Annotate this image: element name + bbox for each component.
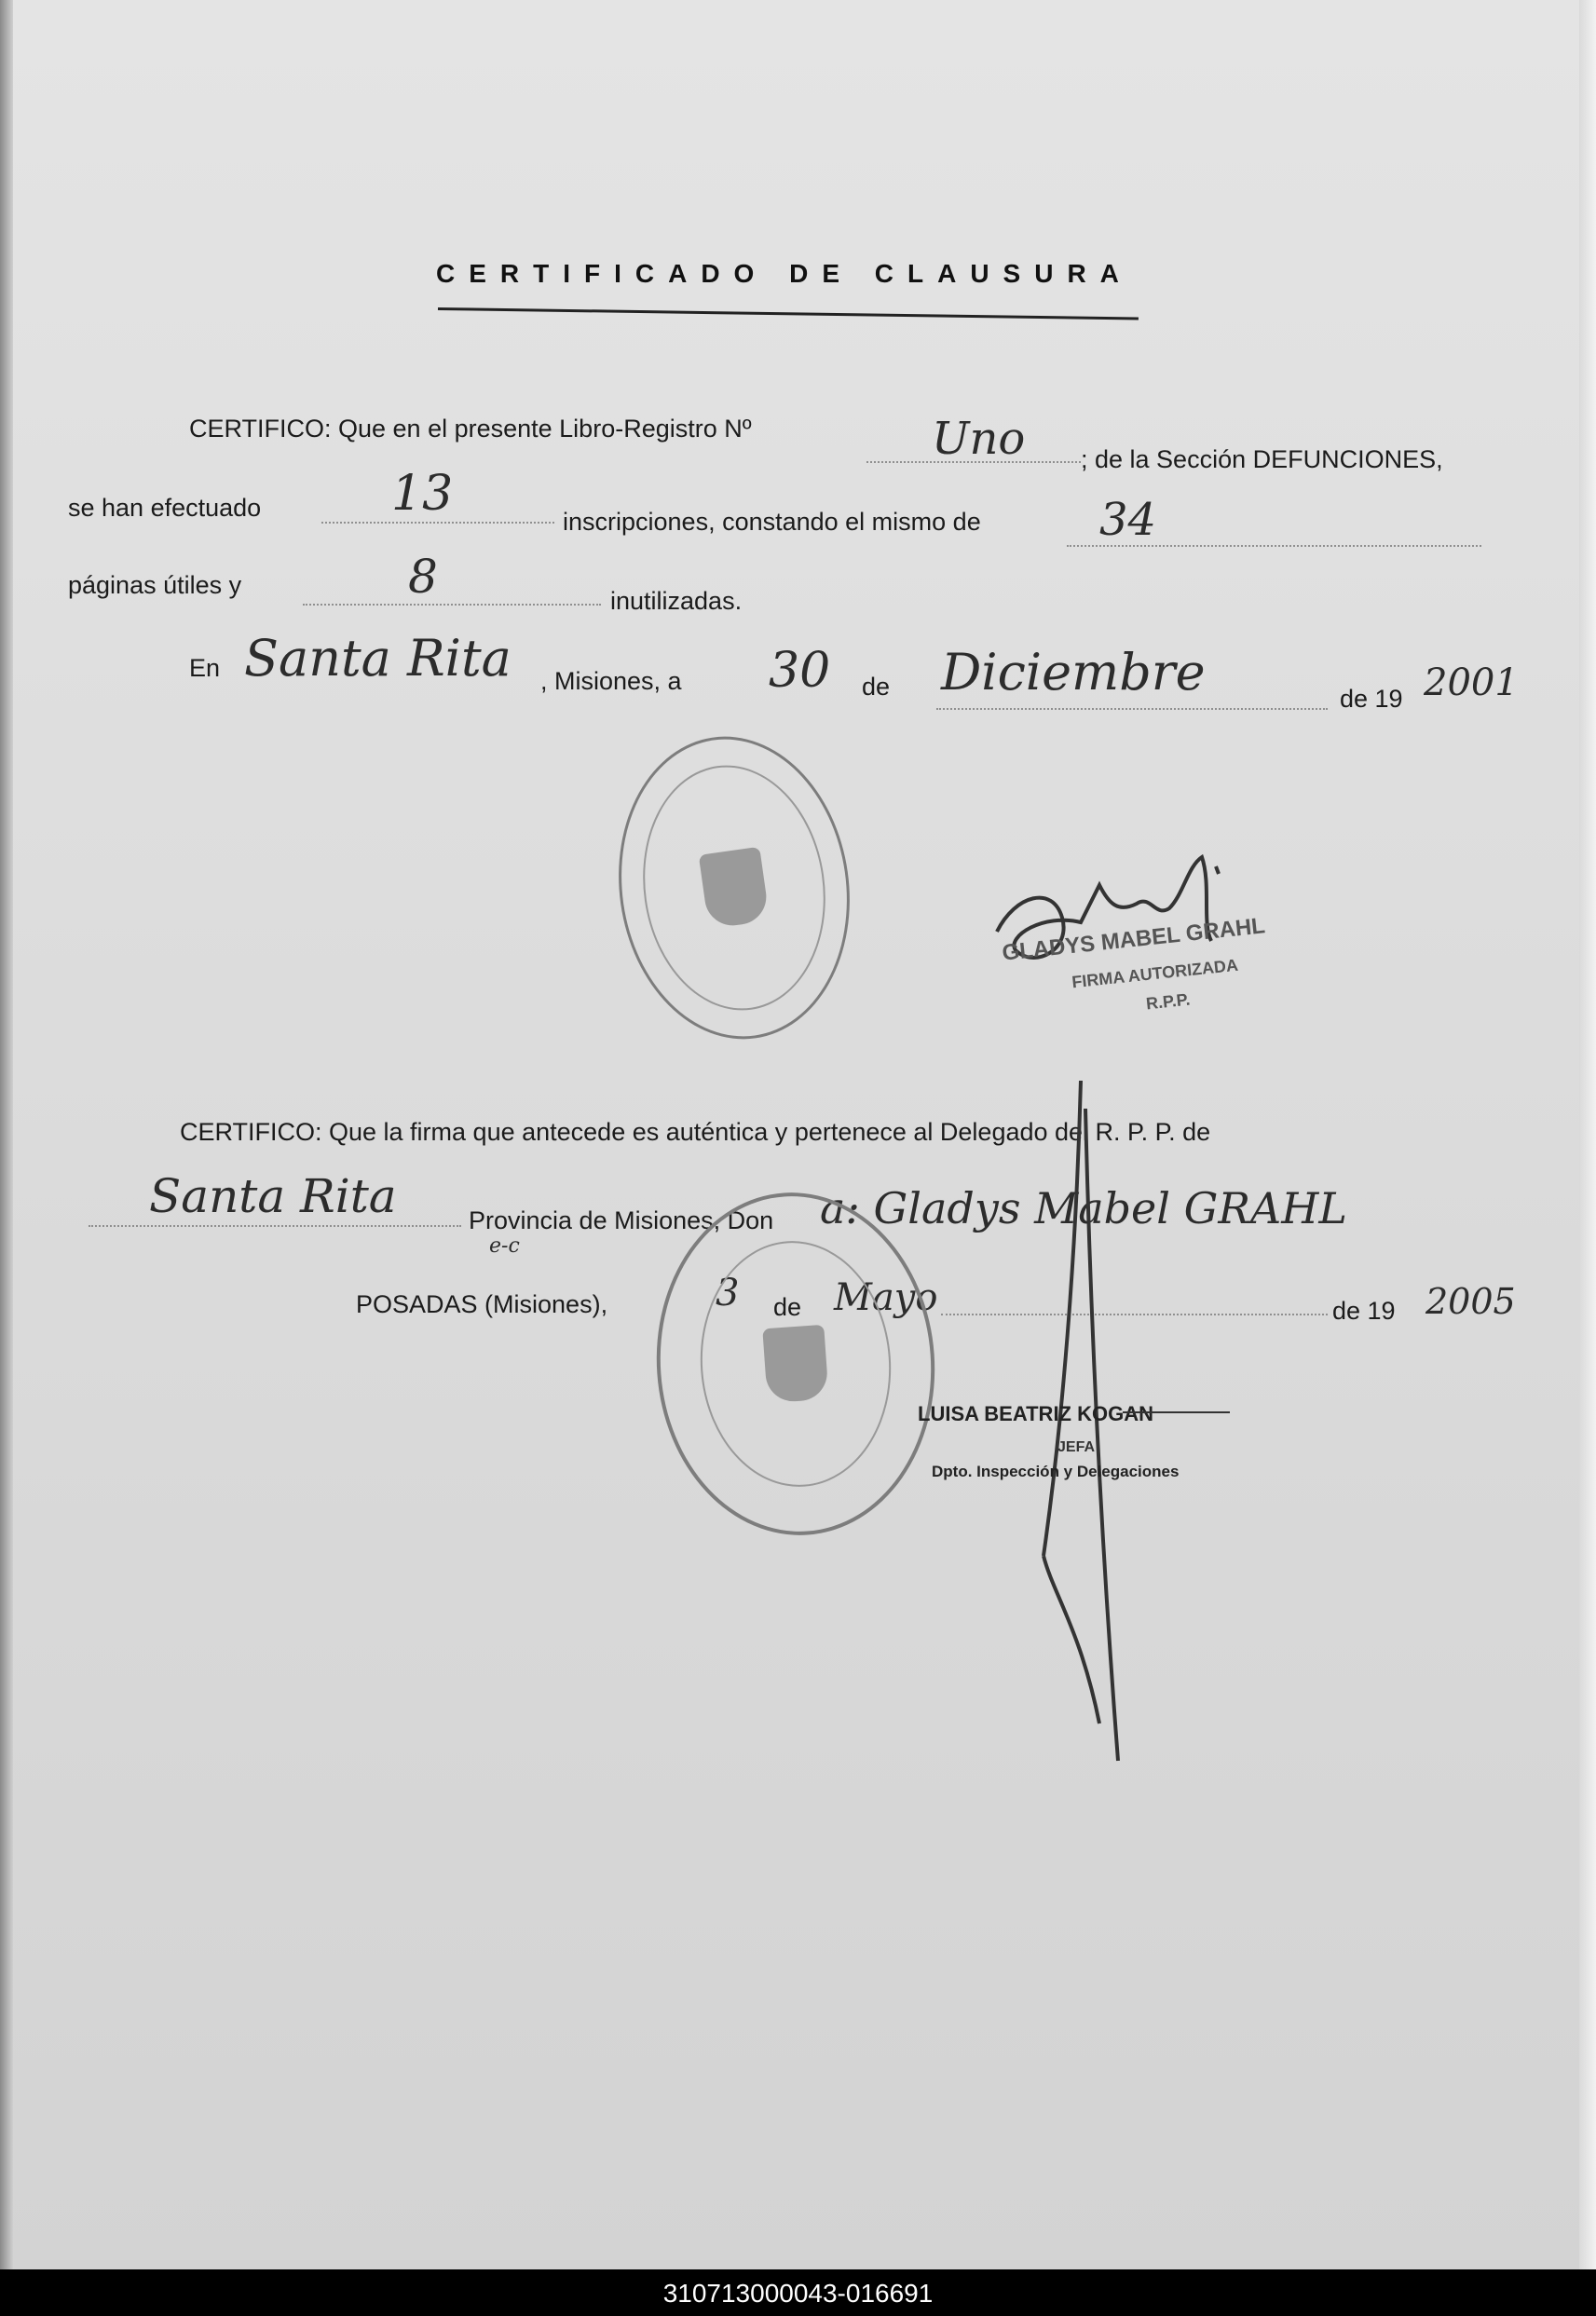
cert1-line1-text-a: CERTIFICO: Que en el presente Libro-Registro Nº bbox=[189, 415, 752, 443]
page-left-edge bbox=[0, 0, 13, 2269]
coat-of-arms-icon bbox=[699, 847, 770, 929]
cert1-line4-text-d: de 19 bbox=[1340, 685, 1403, 713]
official-unit-stamp: Dpto. Inspección y Delegaciones bbox=[932, 1463, 1180, 1480]
cert1-line4-text-b: , Misiones, a bbox=[540, 667, 682, 695]
registry-seal bbox=[600, 721, 869, 1054]
handwritten-year-2: 2005 bbox=[1425, 1281, 1516, 1322]
cert1-line2-text-b: inscripciones, constando el mismo de bbox=[563, 508, 981, 536]
handwritten-month: Diciembre bbox=[941, 643, 1206, 702]
handwritten-book-number: Uno bbox=[932, 413, 1026, 465]
handwritten-entries-count: 13 bbox=[391, 466, 454, 522]
page-right-edge bbox=[1579, 0, 1596, 2269]
handwritten-place-2: Santa Rita bbox=[149, 1169, 397, 1223]
blank-line bbox=[89, 1225, 461, 1227]
handwritten-note: e-c bbox=[489, 1234, 520, 1258]
cert1-line1-text-b: ; de la Sección DEFUNCIONES, bbox=[1081, 445, 1443, 473]
document-id: 310713000043-016691 bbox=[662, 2279, 934, 2308]
official-role-stamp: JEFA bbox=[1057, 1439, 1096, 1455]
handwritten-pages-count: 34 bbox=[1099, 494, 1157, 546]
cert1-line2-text-a: se han efectuado bbox=[68, 494, 262, 522]
cert2-line1-text: CERTIFICO: Que la firma que antecede es auténtica y pertenece al Delegado del R. P. P. de bbox=[180, 1118, 1211, 1146]
blank-line bbox=[936, 708, 1328, 710]
cert2-line2-text-a: Provincia de Misiones, Don bbox=[469, 1206, 774, 1234]
handwritten-month-2: Mayo bbox=[834, 1276, 938, 1319]
cert1-line4-text-c: de bbox=[862, 673, 891, 701]
cert1-line3-text-b: inutilizadas. bbox=[610, 587, 743, 615]
cert2-line3-text-a: POSADAS (Misiones), bbox=[356, 1290, 608, 1318]
cert1-line3-text-a: páginas útiles y bbox=[68, 571, 242, 599]
handwritten-void-pages: 8 bbox=[408, 550, 438, 604]
registrar-name-stamp: GLADYS MABEL GRAHL bbox=[1001, 913, 1267, 966]
coat-of-arms-icon bbox=[762, 1325, 828, 1403]
cert2-line3-text-c: de 19 bbox=[1332, 1297, 1396, 1325]
registrar-role-stamp: FIRMA AUTORIZADA bbox=[1071, 955, 1239, 992]
handwritten-place: Santa Rita bbox=[244, 629, 512, 688]
document-title: CERTIFICADO DE CLAUSURA bbox=[436, 259, 1133, 288]
cert2-line3-text-b: de bbox=[773, 1293, 802, 1321]
handwritten-official-name: a: Gladys Mabel GRAHL bbox=[820, 1183, 1347, 1233]
handwritten-year: 2001 bbox=[1424, 661, 1519, 704]
handwritten-day: 30 bbox=[769, 643, 831, 699]
registrar-unit-stamp: R.P.P. bbox=[1145, 989, 1192, 1014]
cert1-line4-text-a: En bbox=[189, 654, 221, 682]
blank-line bbox=[303, 604, 601, 606]
blank-line bbox=[321, 522, 554, 524]
signature-line bbox=[1123, 1411, 1230, 1413]
footer-bar bbox=[0, 2269, 1596, 2316]
ministry-seal bbox=[646, 1183, 947, 1545]
handwritten-day-2: 3 bbox=[716, 1272, 740, 1315]
official-name-stamp: LUISA BEATRIZ KOGAN bbox=[918, 1402, 1153, 1425]
title-underline bbox=[438, 307, 1139, 320]
